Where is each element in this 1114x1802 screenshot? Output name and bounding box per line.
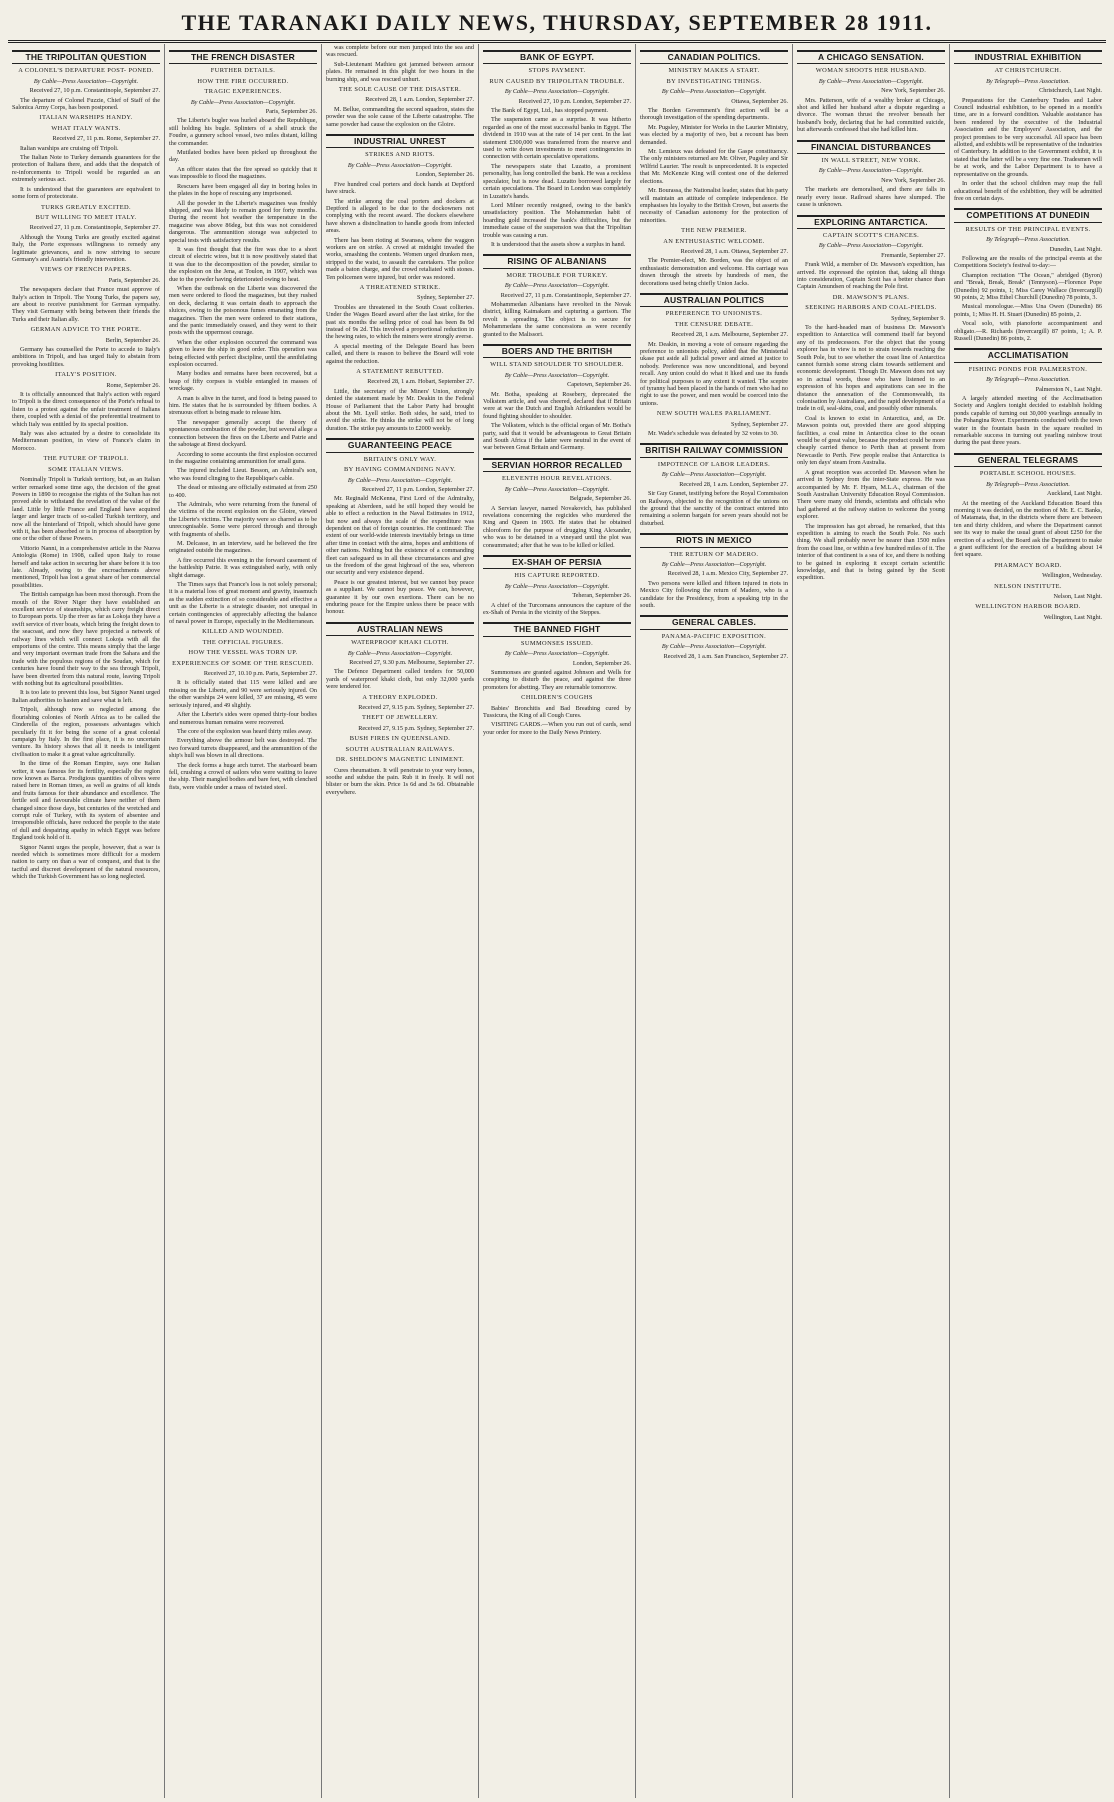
article-paragraph: A largely attended meeting of the Acclimatisation Society and Anglers tonight decided to establish holding ponds capable of turning out 30,000 yearlings annually in the Pohangina River. Experiments conducted with the town water in the fountain basin in the square resulted in remarkable success in turning out yearling rainbow trout during the past three years. <box>954 395 1102 447</box>
column-5 <box>636 44 793 1798</box>
dateline: Belgrade, September 26. <box>569 495 631 503</box>
article-headline: FINANCIAL DISTURBANCES <box>797 140 945 154</box>
article-paragraph: Mr. Reginald McKenna, First Lord of the Admiralty, speaking at Aberdeen, said he still hoped they would be able to effect a reduction in the Naval Estimates in 1912, but now and always the scale of the expenditure was dependent on that of foreign countries. He continued: The extent of our world-wide interests inevitably brings us time after time in contact with the aims, hopes and ambitions of other nations. Nothing but the existence of a commanding fleet can safeguard us in all these circumstances and give us the freedom of the great highroad of the sea, whereon our security and very existence depend. <box>326 495 474 577</box>
dateline: Wellington, Wednesday. <box>1042 572 1102 580</box>
cable-credit: By Cable—Press Association—Copyright. <box>504 650 610 658</box>
cable-credit: By Cable—Press Association—Copyright. <box>33 77 139 85</box>
article-paragraph: Mr. Pugsley, Minister for Works in the Laurier Ministry, was elected by a majority of two, but a recount has been demanded. <box>640 123 788 146</box>
sub-headline: THE FUTURE OF TRIPOLI. <box>43 455 129 463</box>
columns-container <box>8 44 1106 1798</box>
column-6 <box>793 44 950 1798</box>
article-paragraph: The Premier-elect, Mr. Borden, was the object of an enthusiastic demonstration and welcome. His carriage was drawn through the streets by hundreds of men, the decorations used being chiefly Union Jacks. <box>640 257 788 287</box>
article-headline: BANK OF EGYPT. <box>483 50 631 64</box>
article-paragraph: Coal is known to exist in Antarctica, and, as Dr. Mawson points out, provided there are good shipping facilities, a coal mine in Antarctica close to the ocean would be of great value, because the product could be more cheaply carried thence to Perth than at present from Newcastle to Perth. Few people realise that Antarctica is only ten days' steam from Australia. <box>797 414 945 467</box>
article-paragraph: M. Bellue, commanding the second squadron, states the powder was the sole cause of the Liberte catastrophe. The same powder had cause the explosion on the Gloire. <box>326 105 474 128</box>
article-headline: AUSTRALIAN NEWS <box>326 622 474 636</box>
article-paragraph: Sir Guy Granet, testifying before the Royal Commission on Railways, objected to the recognition of the unions on the ground that the sanctity of the contract entered into remaining a solemn bargain for seven years should not be disturbed. <box>640 490 788 527</box>
sub-headline: PANAMA-PACIFIC EXPOSITION. <box>661 632 767 640</box>
cable-credit: By Cable—Press Association—Copyright. <box>504 88 610 96</box>
dateline: Received 27, 11 p.m. London, September 27. <box>362 485 474 493</box>
cable-credit: By Cable—Press Association—Copyright. <box>190 98 296 106</box>
cable-credit: By Cable—Press Association—Copyright. <box>347 476 453 484</box>
article-headline: INDUSTRIAL UNREST <box>326 134 474 148</box>
article-paragraph: A special meeting of the Delegate Board has been called, and there is reason to believe the Board will vote against the reduction. <box>326 342 474 365</box>
article-paragraph: Peace is our greatest interest, but we cannot buy peace as a suppliant. We cannot buy peace. We can, however, guarantee it by our own exertions. There can be no enduring peace for the Empire unless there be peace with honour. <box>326 578 474 616</box>
cable-credit: By Cable—Press Association—Copyright. <box>661 643 767 651</box>
cable-credit: By Cable—Press Association—Copyright. <box>347 649 453 657</box>
cable-credit: By Cable—Press Association—Copyright. <box>661 88 767 96</box>
dateline: Auckland, Last Night. <box>1047 490 1102 498</box>
cable-credit: By Cable—Press Association—Copyright. <box>661 471 767 479</box>
article-paragraph: The Liberte's bugler was hurled aboard the Republique, still holding his bugle. Splinters of a shell struck the Foudre, a gunnery school vessel, two miles distant, killing the commander. <box>169 117 317 147</box>
sub-headline: KILLED AND WOUNDED. <box>202 628 284 636</box>
cable-credit: By Cable—Press Association—Copyright. <box>504 282 610 290</box>
article-paragraph: There has been rioting at Swansea, where the waggon workers are on strike. A crowd at midnight invaded the works, smashing the contents. Women urged drunken men, stripped to the waist, to assault the caretakers. The police made a baton charge, and the crowd retaliated with stones. Ten policemen were injured, but order was restored. <box>326 236 474 281</box>
article-paragraph: The strike among the coal porters and dockers at Deptford is alleged to be due to the dockowners not complying with the recent award. The dockers elsewhere have shown a disinclination to handle goods from infected areas. <box>326 197 474 235</box>
sub-headline: WILL STAND SHOULDER TO SHOULDER. <box>490 361 624 369</box>
sub-headline: SUMMONSES ISSUED. <box>520 639 594 647</box>
cable-credit: By Cable—Press Association—Copyright. <box>818 242 924 250</box>
article-paragraph: The newspapers declare that France must approve of Italy's action in Tripoli. The Young Turks, the papers say, are about to receive punishment for German sympathy. They visit Germany with being between their friends the Turks and their Italian ally. <box>12 286 160 323</box>
sub-headline: TRAGIC EXPERIENCES. <box>204 88 282 96</box>
sub-headline: IN WALL STREET, NEW YORK. <box>821 157 921 165</box>
article-paragraph: Mrs. Patterson, wife of a wealthy broker at Chicago, shot and killed her husband after a dispute regarding a divorce. The woman thrust the revolver beneath her husband's body, declaring that he had committed suicide, but afterwards confessed that she had killed him. <box>797 96 945 134</box>
sub-headline: THE NEW PREMIER. <box>681 227 747 235</box>
article-paragraph: Mr. Botha, speaking at Rosebery, deprecated the Volkstem article, and was cheered, declared that if Britain were at war the Dutch and English Afrikanders would be found fighting shoulder to shoulder. <box>483 390 631 420</box>
article-paragraph: Mohammedan Albanians have revolted in the Novak district, killing Kaimakam and capturing a garrison. The revolt is spreading. The object is to secure for Mohammedans the same concessions as were recently granted to the Malissori. <box>483 300 631 338</box>
article-paragraph: M. Delcasse, in an interview, said he believed the fire originated outside the magazines. <box>169 539 317 555</box>
dateline: Received 27, 10 p.m. London, September 27. <box>518 97 631 105</box>
dateline: Nelson, Last Night. <box>1053 592 1102 600</box>
sub-headline: A COLONEL'S DEPARTURE POST- PONED. <box>18 67 154 75</box>
dateline: Dunedin, Last Night. <box>1049 245 1102 253</box>
dateline: Sydney, September 27. <box>417 294 474 302</box>
sub-headline: AN ENTHUSIASTIC WELCOME. <box>663 237 765 245</box>
article-paragraph: In order that the school children may reap the full educational benefit of the exhibition, they will be admitted free on certain days. <box>954 180 1102 202</box>
sub-headline: VIEWS OF FRENCH PAPERS. <box>39 266 133 274</box>
article-paragraph: The Admirals, who were returning from the funeral of the victims of the recent explosion on the Gloire, viewed the Liberte's victims. The majority were so charred as to be unrecognisable. Some were pierced through and through with fragments of shells. <box>169 500 317 538</box>
column-2 <box>165 44 322 1798</box>
article-paragraph: The Volkstem, which is the official organ of Mr. Botha's party, said that it would be advantageous to Great Britain and South Africa if the latter were neutral in the event of war between Great Britain and Germany. <box>483 422 631 452</box>
article-paragraph: It is officially announced that Italy's action with regard to Tripoli is the direct consequence of the Porte's refusal to listen to a protest against the unfair treatment of Italians there, coupled with a denial of the preferential treatment to which Italy was entitled by its special position. <box>12 391 160 428</box>
article-headline: THE FRENCH DISASTER <box>169 50 317 64</box>
article-paragraph: The British campaign has been most thorough. From the mouth of the River Niger they have established an excellent service of steamships, which carry freight direct to European ports. Up the river as far as Lokoja they have a swift service of river boats, which bring the freight down to the seacoast, and now they have projected a network of railway lines which will connect Lokoja with all the emporiums of the centre. This means simply that the large and very important overman trade from the Sahara and the trade with the populous regions of the Soudan, which for centuries have found their way to the sea through Tripoli, have been diverted from this natural route, leaving Tripoli with nothing but its agricultural possibilities. <box>12 591 160 688</box>
cable-credit: By Cable—Press Association—Copyright. <box>661 560 767 568</box>
article-paragraph: The Times says that France's loss is not solely personal; it is a material loss of great moment and gravity, inasmuch as the sudden extinction of so considerable and effective a unit as the Liberte is a strategic disaster, not unequal in certain contingencies of appreciably affecting the balance of naval power in Europe, especially in the Mediterranean. <box>169 581 317 626</box>
dateline: Fremantle, September 27. <box>881 251 945 259</box>
cable-credit: By Telegraph—Press Association. <box>986 376 1070 384</box>
article-paragraph: An officer states that the fire spread so quickly that it was impossible to flood the magazines. <box>169 165 317 181</box>
cable-credit: By Cable—Press Association—Copyright. <box>504 371 610 379</box>
article-paragraph: The deck forms a huge arch turret. The starboard beam fell, crushing a crowd of sailors who were waiting to leave the ship. Their mangled bodies and bare feet, with clenched fists, were visible under a mass of twisted steel. <box>169 761 317 791</box>
article-paragraph: Cures rheumatism. It will penetrate to your very bones, soothe and subdue the pain. Rub it in freely. It will not blister or burn the skin. Price 1s 6d and 3s 6d. Obtainable everywhere. <box>326 766 474 796</box>
article-paragraph: The impression has got abroad, he remarked, that this expedition is aiming to reach the South Pole. No such thing. We shall probably never be nearer than 1500 miles from the coast line, or within a few hundred miles of it. The interior of that continent is a sea of ice, and there is nothing to be gained in exploring it except certain scientific knowledge, and that is being gained by the Scott expedition. <box>797 522 946 582</box>
cable-credit: By Cable—Press Association—Copyright. <box>818 167 924 175</box>
sub-headline: THE SOLE CAUSE OF THE DISASTER. <box>338 86 462 94</box>
article-paragraph: Little, the secretary of the Miners' Union, strongly denied the statement made by Mr. Deakin in the Federal House of Parliament that the Labor Party had brought about the Mt. Lyell strike. Both sides, he said, tried to avoid the strike. He thinks the strike will not be of long duration. The strike pay amounts to £2000 weekly. <box>326 387 474 432</box>
dateline: Received 27, 9.15 p.m. Sydney, September 27. <box>358 724 474 732</box>
sub-headline: BUSH FIRES IN QUEENSLAND. <box>349 735 451 743</box>
dateline: Received 27, 10 p.m. Constantinople, September 27. <box>29 87 160 95</box>
article-paragraph: Musical monologue.—Miss Una Owen (Dunedin) 86 points, 1; Miss H. H. Stuart (Dunedin) 85 points, 2. <box>954 303 1102 318</box>
article-paragraph: Frank Wild, a member of Dr. Mawson's expedition, has arrived. He expressed the opinion that, taking all things into consideration, Captain Scott has a better chance than Captain Amundsen of reaching the Pole first. <box>797 261 945 291</box>
sub-headline: PORTABLE SCHOOL HOUSES. <box>979 470 1077 478</box>
dateline: Christchurch, Last Night. <box>1039 87 1102 95</box>
column-1 <box>8 44 165 1798</box>
sub-headline: CAPTAIN SCOTT'S CHANCES. <box>822 231 920 239</box>
sub-headline: A STATEMENT REBUTTED. <box>356 368 444 376</box>
dateline: Received 28, 1 a.m. Ottawa, September 27. <box>680 247 788 255</box>
sub-headline: HOW THE VESSEL WAS TORN UP. <box>188 649 298 657</box>
sub-headline: NEW SOUTH WALES PARLIAMENT. <box>656 410 772 418</box>
article-paragraph: Vocal solo, with pianoforte accompaniment and obligato.—R. Richards (Invercargill) 87 points, 1; A. P. Russell (Dunedin) 86 points, 2. <box>954 320 1102 342</box>
article-paragraph: It was first thought that the fire was due to a short circuit of electric wires, but it is now positively stated that it was due to the decomposition of the powder, similar to the explosion on the Jena, at Toulon, in 1907, which was due to the powder having deteriorated owing to heat. <box>169 245 317 283</box>
article-paragraph: Vittorio Nanni, in a comprehensive article in the Nuova Antologia (Rome) in 1908, called upon Italy to rouse herself and take action in securing her share before it is too late. Already, owing to the encroachments above mentioned, Tripoli has lost a great share of her commercial possibilities. <box>12 544 160 589</box>
dateline: Received 28, 1 a.m. Mexico City, September 27. <box>667 570 788 578</box>
article-paragraph: Although the Young Turks are greatly excited against Italy, the Porte expresses willingness to remedy any legitimate grievances, and is now striving to secure Germany's and Austria's friendly intervention. <box>12 233 160 263</box>
article-paragraph: Everything above the armour belt was destroyed. The two forward turrets disappeared, and the ammunition of the ship's hull was blown in all directions. <box>169 737 317 760</box>
article-paragraph: Italian warships are cruising off Tripoli. <box>20 144 119 152</box>
article-paragraph: Germany has counselled the Porte to accede to Italy's ambitions in Tripoli, and has urged Italy to abstain from provoking hostilities. <box>12 346 160 368</box>
sub-headline: GERMAN ADVICE TO THE PORTE. <box>30 326 142 334</box>
dateline: Sydney, September 27. <box>731 420 788 428</box>
dateline: Received 28, 1 a.m. Hobart, September 27. <box>367 378 474 386</box>
sub-headline: STOPS PAYMENT. <box>528 67 586 75</box>
article-paragraph: A man is alive in the turret, and food is being passed to him. He states that he is surrounded by fifteen bodies. A strenuous effort is being made to release him. <box>169 394 317 417</box>
article-paragraph: A Servian lawyer, named Novakovich, has published revelations concerning the regicides who murdered the King and Queen in 1903. He states that he obtained chloroform for the purpose of drugging King Alexander, who was to be detained in a vineyard until the plot was consummated; after that he was to be killed or killed. <box>483 504 631 549</box>
cable-credit: By Telegraph—Press Association. <box>986 236 1070 244</box>
article-paragraph: The suspension came as a surprise. It was hitherto regarded as one of the most successful banks in Egypt. The dividend in 1910 was at the rate of 14 per cent. In the last statement £300,000 was transferred from the reserve and used to write down investments to meet contingencies in connection with certain speculative operations. <box>483 116 631 161</box>
article-paragraph: Summonses are granted against Johnson and Wells for conspiring to disturb the peace, and against the three promoters for abetting. They are returnable tomorrow. <box>483 669 631 691</box>
article-paragraph: Mr. Bourassa, the Nationalist leader, states that his party will maintain an attitude of complete independence. He emphasises his loyalty to the British Crown, but asserts the necessity of Canadian autonomy for the protection of minorities. <box>640 187 788 224</box>
article-headline: BOERS AND THE BRITISH <box>483 344 631 358</box>
article-paragraph: The Italian Note to Turkey demands guarantees for the protection of Italians there, and adds that the despatch of re-inforcements to Tripoli would be regarded as an extremely serious act. <box>12 154 160 184</box>
article-headline: AUSTRALIAN POLITICS <box>640 293 788 307</box>
sub-headline: MORE TROUBLE FOR TURKEY. <box>506 271 608 279</box>
dateline: Paris, September 26. <box>108 276 160 284</box>
article-paragraph: The Borden Government's first action will be a thorough investigation of the spending departments. <box>640 107 788 122</box>
sub-headline: BUT WILLING TO MEET ITALY. <box>35 213 137 221</box>
dateline: New York, September 26. <box>881 176 945 184</box>
sub-headline: ITALIAN WARSHIPS HANDY. <box>39 114 133 122</box>
masthead-title: THE TARANAKI DAILY NEWS, THURSDAY, SEPTEMBER 28 1911. <box>181 10 933 35</box>
dateline: Berlin, September 26. <box>105 336 160 344</box>
article-paragraph: Many bodies and remains have been recovered, but a heap of fifty corpses is visible entangled in masses of wreckage. <box>169 370 317 393</box>
article-paragraph: All the powder in the Liberte's magazines was freshly shipped, and was likely to remain good for forty months. During the recent hot weather the temperature in the magazine was above 86deg, but this was not considered dangerous. The ammunition storage was subjected to special tests with satisfactory results. <box>169 199 317 244</box>
article-paragraph: To the hard-headed man of business Dr. Mawson's expedition to Antarctica will commend itself far beyond any of its predecessors. For the object that the young explorer has in view is not to strain towards reaching the South Pole, but to see whether the coast line of Antarctica cannot furnish some strong claim towards settlement and economic development. Though Dr. Mawson does not say so in actual words, those who have listened to an expression of his hopes and aspirations can see in the distance the annexation of the Commonwealth, its colonisation by Australians, and the rapid development of a trade in oil, seal-skins, coal, and possibly other minerals. <box>797 323 945 413</box>
article-paragraph: A fire occurred this evening in the forward casement of the battleship Patrie. It was extinguished early, with only slight damage. <box>169 556 317 579</box>
sub-headline: SEEKING HARBORS AND COAL-FIELDS. <box>805 304 937 312</box>
sub-headline: BRITAIN'S ONLY WAY. <box>363 455 437 463</box>
article-headline: EX-SHAH OF PERSIA <box>483 555 631 569</box>
sub-headline: A THEORY EXPLODED. <box>362 693 438 701</box>
sub-headline: FURTHER DETAILS. <box>210 67 276 75</box>
cable-credit: By Telegraph—Press Association. <box>986 77 1070 85</box>
article-headline: RIOTS IN MEXICO <box>640 533 788 547</box>
column-3 <box>322 44 479 1798</box>
sub-headline: TURKS GREATLY EXCITED. <box>40 203 132 211</box>
article-paragraph: Two persons were killed and fifteen injured in riots in Mexico City following the return of Madero, who is a candidate for the Presidency, from a speaking trip in the south. <box>640 579 788 609</box>
sub-headline: EXPERIENCES OF SOME OF THE RESCUED. <box>172 659 314 667</box>
sub-headline: WELLINGTON HARBOR BOARD. <box>975 603 1081 611</box>
article-headline: SERVIAN HORROR RECALLED <box>483 458 631 472</box>
article-headline: THE TRIPOLITAN QUESTION <box>12 50 160 64</box>
article-headline: GUARANTEEING PEACE <box>326 438 474 452</box>
article-headline: THE BANNED FIGHT <box>483 622 631 636</box>
article-headline: CANADIAN POLITICS. <box>640 50 788 64</box>
cable-credit: By Telegraph—Press Association. <box>986 480 1070 488</box>
article-paragraph: When the other explosion occurred the command was given to leave the ship in good order. This operation was being effected with perfect discipline, until the annihilating explosion occurred. <box>169 338 317 369</box>
sub-headline: STRIKES AND RIOTS. <box>365 151 435 159</box>
article-paragraph: Babies' Bronchitis and Bad Breathing cured by Tussicura, the King of all Cough Cures. <box>483 704 631 720</box>
article-paragraph: Rescuers have been engaged all day in boring holes in the plates in the hope of rescuing any imprisoned. <box>169 182 317 198</box>
article-paragraph: The injured included Lieut. Besson, an Admiral's son, who was found clinging to the Republique's cable. <box>169 467 317 482</box>
article-paragraph: Mr. Deakin, in moving a vote of censure regarding the preference to unionists policy, added that the Ministerial ukase put aside all judicial power and aimed at justice to nobody. Preference was now unconditional, and beyond recall. Any union could do what it liked and use its funds for political purposes to any extent it wanted. The sceptre of tyranny had been placed in the hands of men who had no right to use the power, and men would be coerced into the unions. <box>640 340 788 407</box>
article-paragraph: Tripoli, although now so neglected among the flourishing colonies of North Africa as to be called the Cinderella of the region, possesses advantages which peculiarly fit it for being the scene of a great colonial campaign by Italy. In the first place, it is no uncertain venture. Its history shows that all it needs is intelligent civilisation to make it a great value agriculturally. <box>12 706 160 758</box>
article-paragraph: Italy was also actuated by a desire to consolidate its Mediterranean position, in view of France's claim in Morocco. <box>12 430 160 452</box>
article-paragraph: According to some accounts the first explosion occurred in the magazine containing ammunition for small guns. <box>169 450 317 465</box>
article-paragraph: Lord Milner recently resigned, owing to the bank's unsatisfactory position. The Mohammedan habit of hoarding gold increased the bank's difficulties, but the immediate cause of the suspension was that the Tripolitan trouble was causing a run. <box>483 201 631 239</box>
dateline: Received 28, 1 a.m. London, September 27. <box>365 96 474 104</box>
sub-headline: CHILDREN'S COUGHS <box>521 694 593 702</box>
sub-headline: BY HAVING COMMANDING NAVY. <box>343 466 457 474</box>
article-headline: GENERAL CABLES. <box>640 615 788 629</box>
dateline: Received 27, 11 p.m. Constantinople, September 27. <box>500 291 631 299</box>
sub-headline: A THREATENED STRIKE. <box>359 283 441 291</box>
article-paragraph: The newspaper generally accept the theory of spontaneous combustion of the powder, but several allege a connection between the fires on the Liberte and Patrie and the sabotage at Brest dockyard. <box>169 418 317 449</box>
article-paragraph: Signor Nanni urges the people, however, that a war is needed which is sometimes more difficult for a modern nation to carry on than a war of conquest, and that is the tactful and discreet development of the natural resources, which the Turkish Government has so long neglected. <box>12 843 160 881</box>
sub-headline: DR. SHELDON'S MAGNETIC LINIMENT. <box>335 756 465 764</box>
sub-headline: HIS CAPTURE REPORTED. <box>514 572 600 580</box>
article-paragraph: A great reception was accorded Dr. Mawson when he arrived in Sydney from the inter-State express. He was accompanied by Mr. F. Hyam, M.L.A., chairman of the South Australian University Education Royal Commission. There were many old friends, scientists and officials who had gathered at the railway station to welcome the young explorer. <box>797 468 945 521</box>
sub-headline: THE RETURN OF MADERO. <box>669 550 759 558</box>
sub-headline: FISHING PONDS FOR PALMERSTON. <box>968 365 1088 373</box>
dateline: Received 27, 11 p.m. Constantinople, September 27. <box>29 224 160 232</box>
article-paragraph: Mr. Wade's schedule was defeated by 32 votes to 30. <box>648 430 779 438</box>
dateline: Paris, September 26. <box>265 108 317 116</box>
dateline: Received 27, 9.30 p.m. Melbourne, September 27. <box>349 659 474 667</box>
cable-credit: By Cable—Press Association—Copyright. <box>504 485 610 493</box>
article-paragraph: Nominally Tripoli is Turkish territory, but, as an Italian writer remarked some time ago, the decision of the great Powers in 1890 to recognise the rights of the Sultan has not proved able to withstand the revelation of the value of the land. Little by little France and England have acquired larger and larger tracts of so-called Turkish territory, and now all the hinterland of Tripoli, which should have gone with it, has been absorbed or is in process of absorption by one or the other of these Powers. <box>12 476 160 543</box>
dateline: Received 28, 1 a.m. Melbourne, September 27. <box>671 331 788 339</box>
sub-headline: MINISTRY MAKES A START. <box>668 67 760 75</box>
article-paragraph: The core of the explosion was heard thirty miles away. <box>177 727 313 735</box>
article-paragraph: It is understood that the assets show a surplus in hand. <box>491 240 626 248</box>
column-7 <box>950 44 1106 1798</box>
sub-headline: SOUTH AUSTRALIAN RAILWAYS. <box>345 745 455 753</box>
article-paragraph: Troubles are threatened in the South Coast collieries. Under the Wages Board award after the last strike, for the past six months the selling price of coal has been 8s 9d instead of 9s 2d. This involved a proportional reduction in the hewing rates, to which the miners were strongly averse. <box>326 303 474 341</box>
article-paragraph: When the outbreak on the Liberte was discovered the men were ordered to flood the magazines, but they rushed on deck, declaring it was certain death to approach the sluices, owing to the poisonous fumes emanating from the magazines. Then the men were ordered to their stations, and the panic immediately ceased, and they went to their posts with the uppermost courage. <box>169 284 317 337</box>
dateline: London, September 26. <box>572 659 631 667</box>
article-paragraph: A chief of the Turcomans announces the capture of the ex-Shah of Persia in the vicinity of the Steppes. <box>483 601 631 616</box>
article-headline: COMPETITIONS AT DUNEDIN <box>954 208 1102 222</box>
sub-headline: WATERPROOF KHAKI CLOTH. <box>351 639 449 647</box>
article-paragraph: The dead or missing are officially estimated at from 250 to 400. <box>169 484 317 499</box>
article-paragraph: Mutilated bodies have been picked up throughout the day. <box>169 149 317 164</box>
article-paragraph: The Bank of Egypt, Ltd., has stopped payment. <box>491 107 609 115</box>
sub-headline: DR. MAWSON'S PLANS. <box>832 293 910 301</box>
article-headline: EXPLORING ANTARCTICA. <box>797 215 945 229</box>
dateline: London, September 26. <box>415 171 474 179</box>
cable-credit: By Cable—Press Association—Copyright. <box>504 582 610 590</box>
dateline: Received 27, 11 p.m. Rome, September 27. <box>52 135 160 143</box>
article-headline: BRITISH RAILWAY COMMISSION <box>640 443 788 457</box>
dateline: Wellington, Last Night. <box>1043 613 1102 621</box>
article-headline: GENERAL TELEGRAMS <box>954 453 1102 467</box>
sub-headline: ELEVENTH HOUR REVELATIONS. <box>502 475 612 483</box>
dateline: New York, September 26. <box>881 87 945 95</box>
dateline: Received 28, 1 a.m. San Francisco, September 27. <box>663 652 788 660</box>
sub-headline: AT CHRISTCHURCH. <box>994 67 1062 75</box>
article-headline: INDUSTRIAL EXHIBITION <box>954 50 1102 64</box>
cable-credit: By Cable—Press Association—Copyright. <box>347 161 453 169</box>
article-paragraph: After the Liberte's sides were opened thirty-four bodies and numerous human remains were recovered. <box>169 711 317 726</box>
article-paragraph: In the time of the Roman Empire, says one Italian writer, it was famous for its fertility, especially the region now known as Barca. Prodigious quantities of olives were raised here in Roman times, as well as grains of all kinds and fruits famous for their abundance and excellence. The fertile soil and favourable climate have neither of them changed since those days, but centuries of the wretched and corrupt rule of Turkey, with its system of absentee and irresponsible officials, have reduced the people to the state of dull and despairing apathy in which Egypt was before England took hold of it. <box>12 760 160 842</box>
sub-headline: THE OFFICIAL FIGURES. <box>202 638 284 646</box>
article-paragraph: It is understood that the guarantees are equivalent to some form of protectorate. <box>12 185 160 201</box>
article-headline: RISING OF ALBANIANS <box>483 254 631 268</box>
sub-headline: WOMAN SHOOTS HER HUSBAND. <box>815 67 927 75</box>
sub-headline: WHAT ITALY WANTS. <box>51 124 121 132</box>
sub-headline: THE CENSURE DEBATE. <box>674 320 754 328</box>
sub-headline: SOME ITALIAN VIEWS. <box>48 465 124 473</box>
column-4 <box>479 44 636 1798</box>
article-paragraph: The markets are demoralised, and there are falls in nearly every issue. Railroad shares have slumped. The cause is unknown. <box>797 186 945 209</box>
dateline: Ottawa, September 26. <box>731 97 788 105</box>
article-paragraph: Sub-Lieutenant Mathieu got jammed between armour plates. He remained in this plight for two hours in the burning ship, and was rescued unhurt. <box>326 60 474 83</box>
sub-headline: ITALY'S POSITION. <box>55 371 117 379</box>
dateline: Rome, September 26. <box>106 381 160 389</box>
sub-headline: THEFT OF JEWELLERY. <box>361 714 439 722</box>
article-paragraph: VISITING CARDS.—When you run out of cards, send your order for more to the Daily News Printery. <box>483 721 631 736</box>
dateline: Received 28, 1 a.m. London, September 27. <box>679 480 788 488</box>
article-paragraph: The Defence Department called tenders for 50,000 yards of waterproof khaki cloth, but only 32,000 yards were tendered for. <box>326 668 474 691</box>
sub-headline: BY INVESTIGATING THINGS. <box>666 77 762 85</box>
sub-headline: IMPOTENCE OF LABOR LEADERS. <box>657 460 771 468</box>
article-paragraph: Champion recitation "The Ocean," abridged (Byron) and "Break, Break, Break" (Tennyson).—Florence Pope (Dunedin) 92 points, 1; Miss Carey Wallace (Invercargill) 90 points, 2; Miss Ethel Churchill (Dunedin) 78 points, 3. <box>954 271 1102 301</box>
article-headline: ACCLIMATISATION <box>954 348 1102 362</box>
article-paragraph: The newspapers state that Luzatto, a prominent personality, has long controlled the bank. He was a reckless speculator, but is now dead. Luzatto borrowed largely for certain speculations. The Board in London was completely in Luzatto's hands. <box>483 162 631 200</box>
sub-headline: PHARMACY BOARD. <box>994 561 1062 569</box>
article-paragraph: It is officially stated that 115 were killed and are missing on the Liberte, and 90 were seriously injured. On the other warships 24 were killed, 37 are missing, 45 were seriously injured, and 49 slightly. <box>169 679 317 709</box>
article-paragraph: was complete before our men jumped into the sea and was rescued. <box>326 44 474 59</box>
sub-headline: HOW THE FIRE OCCURRED. <box>197 77 289 85</box>
sub-headline: PREFERENCE TO UNIONISTS. <box>665 310 763 318</box>
sub-headline: RESULTS OF THE PRINCIPAL EVENTS. <box>965 225 1091 233</box>
cable-credit: By Cable—Press Association—Copyright. <box>818 77 924 85</box>
sub-headline: RUN CAUSED BY TRIPOLITAN TROUBLE. <box>489 77 625 85</box>
article-paragraph: Mr. Lemieux was defeated for the Gaspe constituency. The only ministers returned are Mr. Oliver, Pugsley and Sir Wilfrid Laurier. The result is unprecedented. It is expected that Mr. McKenzie King will contest one of the deferred elections. <box>640 148 788 185</box>
dateline: Teheran, September 26. <box>572 592 631 600</box>
article-paragraph: Following are the results of the principal events at the Competitions Society's festival to-day:— <box>954 254 1102 270</box>
article-paragraph: Preparations for the Canterbury Trades and Labor Council industrial exhibition, to be opened in a month's time, are in a forward condition. Valuable assistance has been rendered by the executive of the Industrial Association and the Employers' Association, and the project promises to be very successful. All space has been allotted, and exhibits will be representative of the industries of Canterbury. In addition to the Government exhibit, it is stated that the latter will be a very fine one. Tradesmen will be at work, and the Labor Department is to have a representative on the grounds. <box>954 96 1102 178</box>
dateline: Received 27, 10.10 p.m. Paris, September 27. <box>203 670 317 678</box>
dateline: Palmerston N., Last Night. <box>1035 385 1102 393</box>
article-paragraph: Five hundred coal porters and dock hands at Deptford have struck. <box>326 180 474 196</box>
article-headline: A CHICAGO SENSATION. <box>797 50 945 64</box>
masthead <box>8 6 1106 43</box>
article-paragraph: At the meeting of the Auckland Education Board this morning it was decided, on the motion of Mr. E. C. Banks, of Matamata, that, in the districts where there are between ten and thirty children, and where the Department cannot see its way to make the usual grant of about £250 for the erection of a school, the Board ask the Department to make a grant sufficient for the erection of a building about 14 feet square. <box>954 499 1102 559</box>
dateline: Sydney, September 9. <box>891 314 945 322</box>
dateline: Received 27, 9.15 p.m. Sydney, September 27. <box>358 704 474 712</box>
article-paragraph: It is too late to prevent this loss, but Signor Nanni urged Italian authorities to hasten and save what is left. <box>12 689 160 704</box>
sub-headline: NELSON INSTITUTE. <box>994 582 1062 590</box>
dateline: Capetown, September 26. <box>567 381 631 389</box>
article-paragraph: The departure of Colonel Fuzzie, Chief of Staff of the Salonica Army Corps, has been postponed. <box>12 96 160 112</box>
